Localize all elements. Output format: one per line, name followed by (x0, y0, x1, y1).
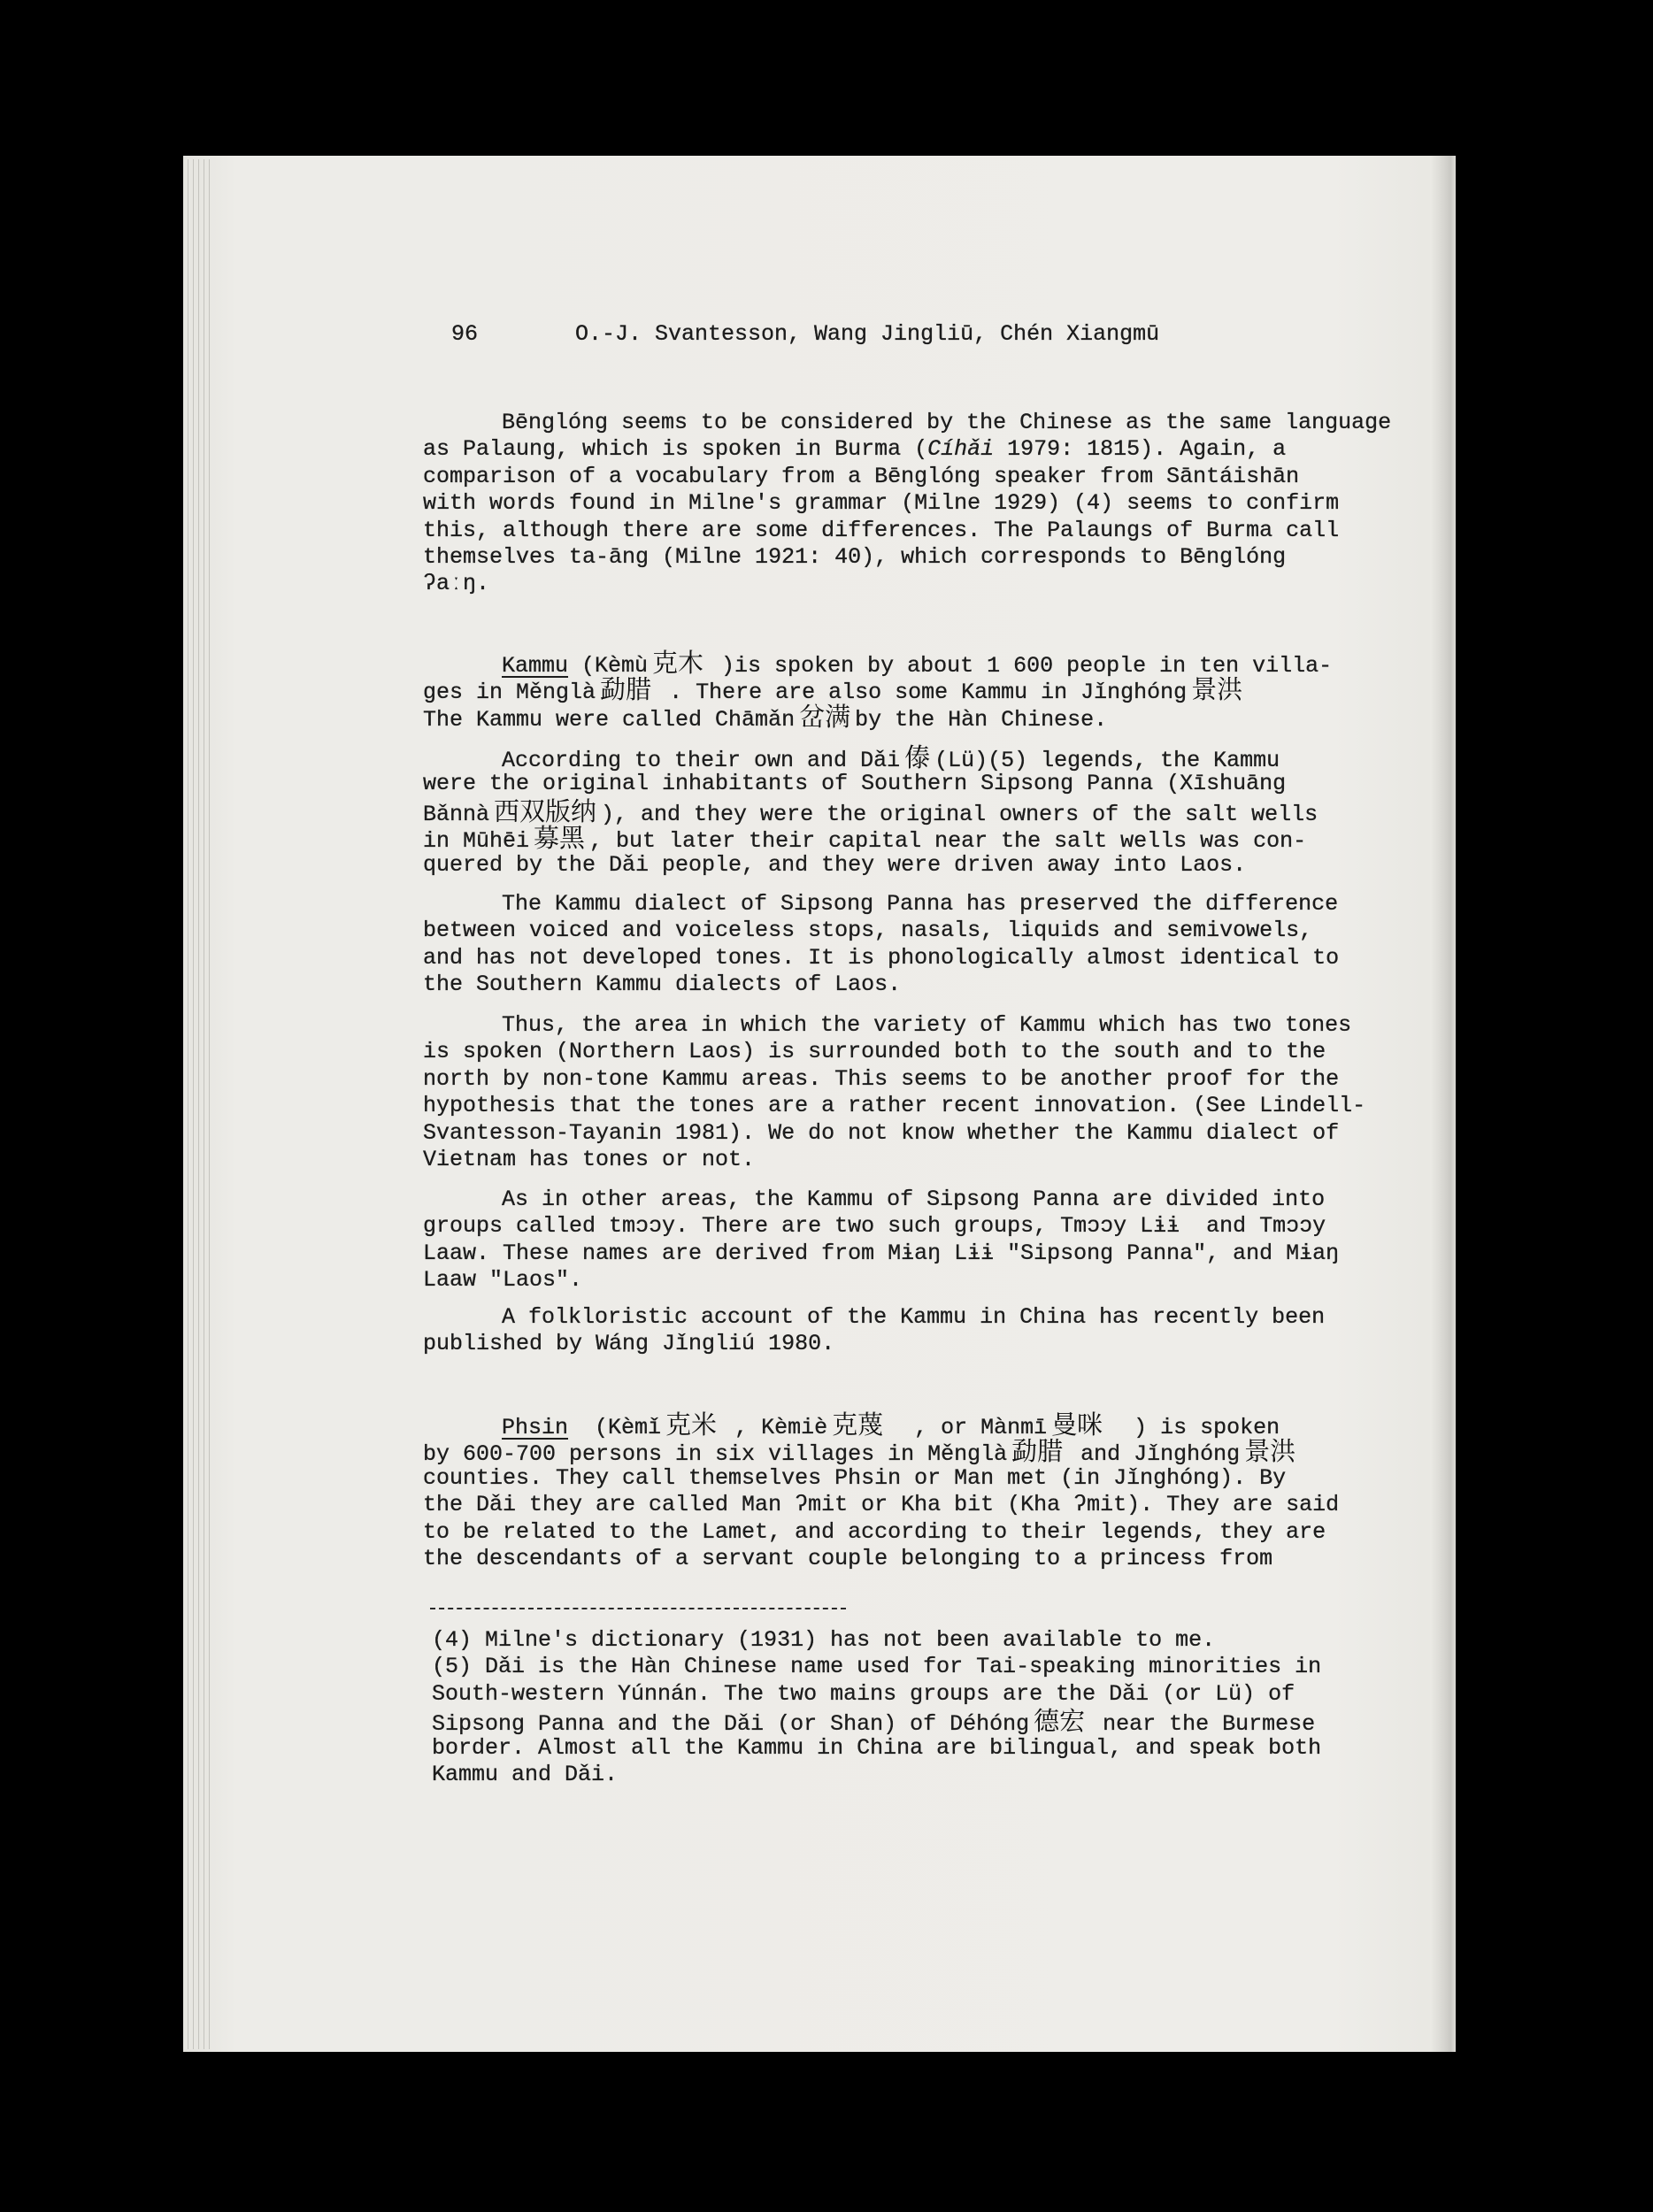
text-line (423, 744, 1318, 771)
text-segment: 1979: 1815). Again, a (994, 436, 1287, 463)
footnote-rule (430, 1608, 846, 1609)
footnote-line: border. Almost all the Kammu in China are bilingual, and speak both (432, 1734, 1322, 1761)
text-line: hypothesis that the tones are a rather recent innovation. (See Lindell- (423, 1093, 1366, 1119)
chinese-characters: 景洪 (1191, 674, 1243, 705)
page-number: 96 (451, 321, 479, 347)
text-segment: near the Burmese (1089, 1711, 1316, 1738)
text-line: counties. They call themselves Phsin or Man met (in Jǐnghóng). By (423, 1464, 1287, 1491)
text-line: this, although there are some differences. The Palaungs of Burma call (423, 517, 1340, 543)
text-segment: as Palaung, which is spoken in Burma ( (423, 436, 928, 463)
text-line: between voiced and voiceless stops, nasals, liquids and semivowels, (423, 918, 1313, 944)
text-line (423, 823, 1318, 855)
text-segment: Bǎnnà (423, 801, 490, 827)
text-line: with words found in Milne's grammar (Milne 1929) (4) seems to confirm (423, 490, 1340, 517)
text-line: Laaw "Laos". (423, 1267, 583, 1294)
text-segment: in Mūhēi (423, 828, 530, 855)
footnote-line: Kammu and Dǎi. (432, 1761, 619, 1787)
text-line: Thus, the area in which the variety of Kammu which has two tones (502, 1012, 1352, 1038)
footnote-line: (5) Dǎi is the Hàn Chinese name used for Tai-speaking minorities in (432, 1654, 1322, 1680)
text-line: quered by the Dǎi people, and they were driven away into Laos. (423, 851, 1247, 878)
chinese-characters: 傣 (904, 742, 931, 772)
text-line: As in other areas, the Kammu of Sipsong Panna are divided into (502, 1187, 1326, 1212)
paragraph-kammu-tones (423, 1012, 1365, 1173)
text-segment: Sipsong Panna and the Dǎi (or Shan) of Déhóng (432, 1711, 1030, 1738)
paragraph-kammu-intro (423, 648, 1333, 733)
text-segment: . There are also some Kammu in Jǐnghóng (656, 680, 1188, 706)
text-line: themselves ta-āng (Milne 1921: 40), which corresponds to Bēnglóng (423, 543, 1287, 570)
footnote-line: South-western Yúnnán. The two mains groups are the Dǎi (or Lü) of (432, 1680, 1295, 1707)
chinese-characters: 德宏 (1034, 1706, 1086, 1737)
paragraph-kammu-folklore (423, 1304, 1325, 1358)
text-line: Svantesson-Tayanin 1981). We do not know whether the Kammu dialect of (423, 1119, 1340, 1146)
text-segment: (Lü)(5) legends, the Kammu (934, 748, 1280, 773)
text-line: Bēnglóng seems to be considered by the Chinese as the same language (502, 410, 1392, 435)
text-line: ʔaːŋ. (423, 571, 490, 597)
text-segment: ges in Měnglà (423, 680, 596, 706)
chinese-characters: 募黑 (534, 823, 586, 854)
text-segment: ), and they were the original owners of the salt wells (601, 801, 1319, 827)
chinese-characters: 勐腊 (1011, 1436, 1064, 1467)
text-segment: The Kammu were called Chāmǎn (423, 706, 796, 733)
text-line (423, 701, 1332, 733)
text-line: Vietnam has tones or not. (423, 1146, 756, 1172)
text-segment: by 600-700 persons in six villages in Měnglà (423, 1441, 1008, 1468)
text-line (423, 1436, 1339, 1468)
text-line: The Kammu dialect of Sipsong Panna has preserved the difference (502, 891, 1339, 917)
text-line (423, 674, 1332, 706)
page-stack-edge (183, 159, 210, 2049)
paragraph-kammu-legends (423, 744, 1318, 879)
underlined-term: Kammu (502, 653, 569, 679)
text-line: the Southern Kammu dialects of Laos. (423, 972, 902, 998)
text-line: and has not developed tones. It is phonologically almost identical to (423, 944, 1340, 971)
text-segment: )is spoken by about 1 600 people in ten villa- (708, 653, 1333, 679)
text-line: Laaw. These names are derived from Mɨaŋ Lɨɨ "Sipsong Panna", and Mɨaŋ (423, 1240, 1340, 1266)
text-segment: ) is spoken (1107, 1415, 1280, 1440)
chinese-characters: 勐腊 (600, 674, 652, 705)
paragraph-benglong (423, 410, 1391, 598)
underlined-term: Phsin (502, 1415, 569, 1440)
text-segment: , Kèmiè (721, 1415, 828, 1440)
chinese-characters: 西双版纳 (494, 795, 597, 826)
footnotes (432, 1627, 1321, 1788)
chinese-characters: 曼咪 (1051, 1409, 1103, 1440)
text-line: is spoken (Northern Laos) is surrounded both to the south and to the (423, 1039, 1326, 1065)
paragraph-kammu-dialect (423, 891, 1339, 999)
text-line: published by Wáng Jǐngliú 1980. (423, 1331, 835, 1357)
text-segment: (Kèmù (568, 653, 649, 679)
text-segment: According to their own and Dǎi (502, 748, 901, 773)
text-segment: , but later their capital near the salt wells was con- (589, 828, 1307, 855)
text-line: groups called tmɔɔy. There are two such groups, Tmɔɔy Lɨɨ and Tmɔɔy (423, 1213, 1326, 1240)
text-segment: (Kèmǐ (568, 1415, 662, 1440)
text-line (423, 648, 1333, 679)
text-line: A folkloristic account of the Kammu in China has recently been (502, 1304, 1326, 1330)
text-line: the Dǎi they are called Man ʔmit or Kha bit (Kha ʔmit). They are said (423, 1492, 1340, 1518)
footnote-line: (4) Milne's dictionary (1931) has not been available to me. (432, 1627, 1216, 1653)
chinese-characters: 克米 (665, 1409, 718, 1440)
text-line: comparison of a vocabulary from a Bēnglóng speaker from Sāntáishān (423, 463, 1300, 489)
text-segment: and Jǐnghóng (1067, 1441, 1241, 1468)
page-right-edge (1430, 156, 1456, 2052)
text-line: to be related to the Lamet, and according to their legends, they are (423, 1518, 1326, 1545)
chinese-characters: 克木 (652, 648, 704, 678)
text-line: north by non-tone Kammu areas. This seems to be another proof for the (423, 1065, 1340, 1092)
chinese-characters: 景洪 (1244, 1436, 1296, 1467)
text-segment: by the Hàn Chinese. (855, 706, 1108, 733)
text-segment: , or Mànmī (888, 1415, 1048, 1440)
chinese-characters: 克蔑 (832, 1409, 884, 1440)
paragraph-kammu-groups (423, 1187, 1339, 1294)
text-line (423, 795, 1319, 827)
text-line: were the original inhabitants of Southern Sipsong Panna (Xīshuāng (423, 771, 1287, 797)
chinese-characters: 岔满 (799, 701, 851, 732)
text-line: the descendants of a servant couple belonging to a princess from (423, 1545, 1273, 1571)
text-line (423, 1411, 1339, 1438)
text-line (423, 436, 1391, 463)
footnote-line (432, 1706, 1321, 1738)
paragraph-phsin (423, 1411, 1339, 1572)
running-title: O.-J. Svantesson, Wang Jingliū, Chén Xiangmū (575, 321, 1160, 347)
italic-citation: Cíhǎi (927, 436, 995, 463)
